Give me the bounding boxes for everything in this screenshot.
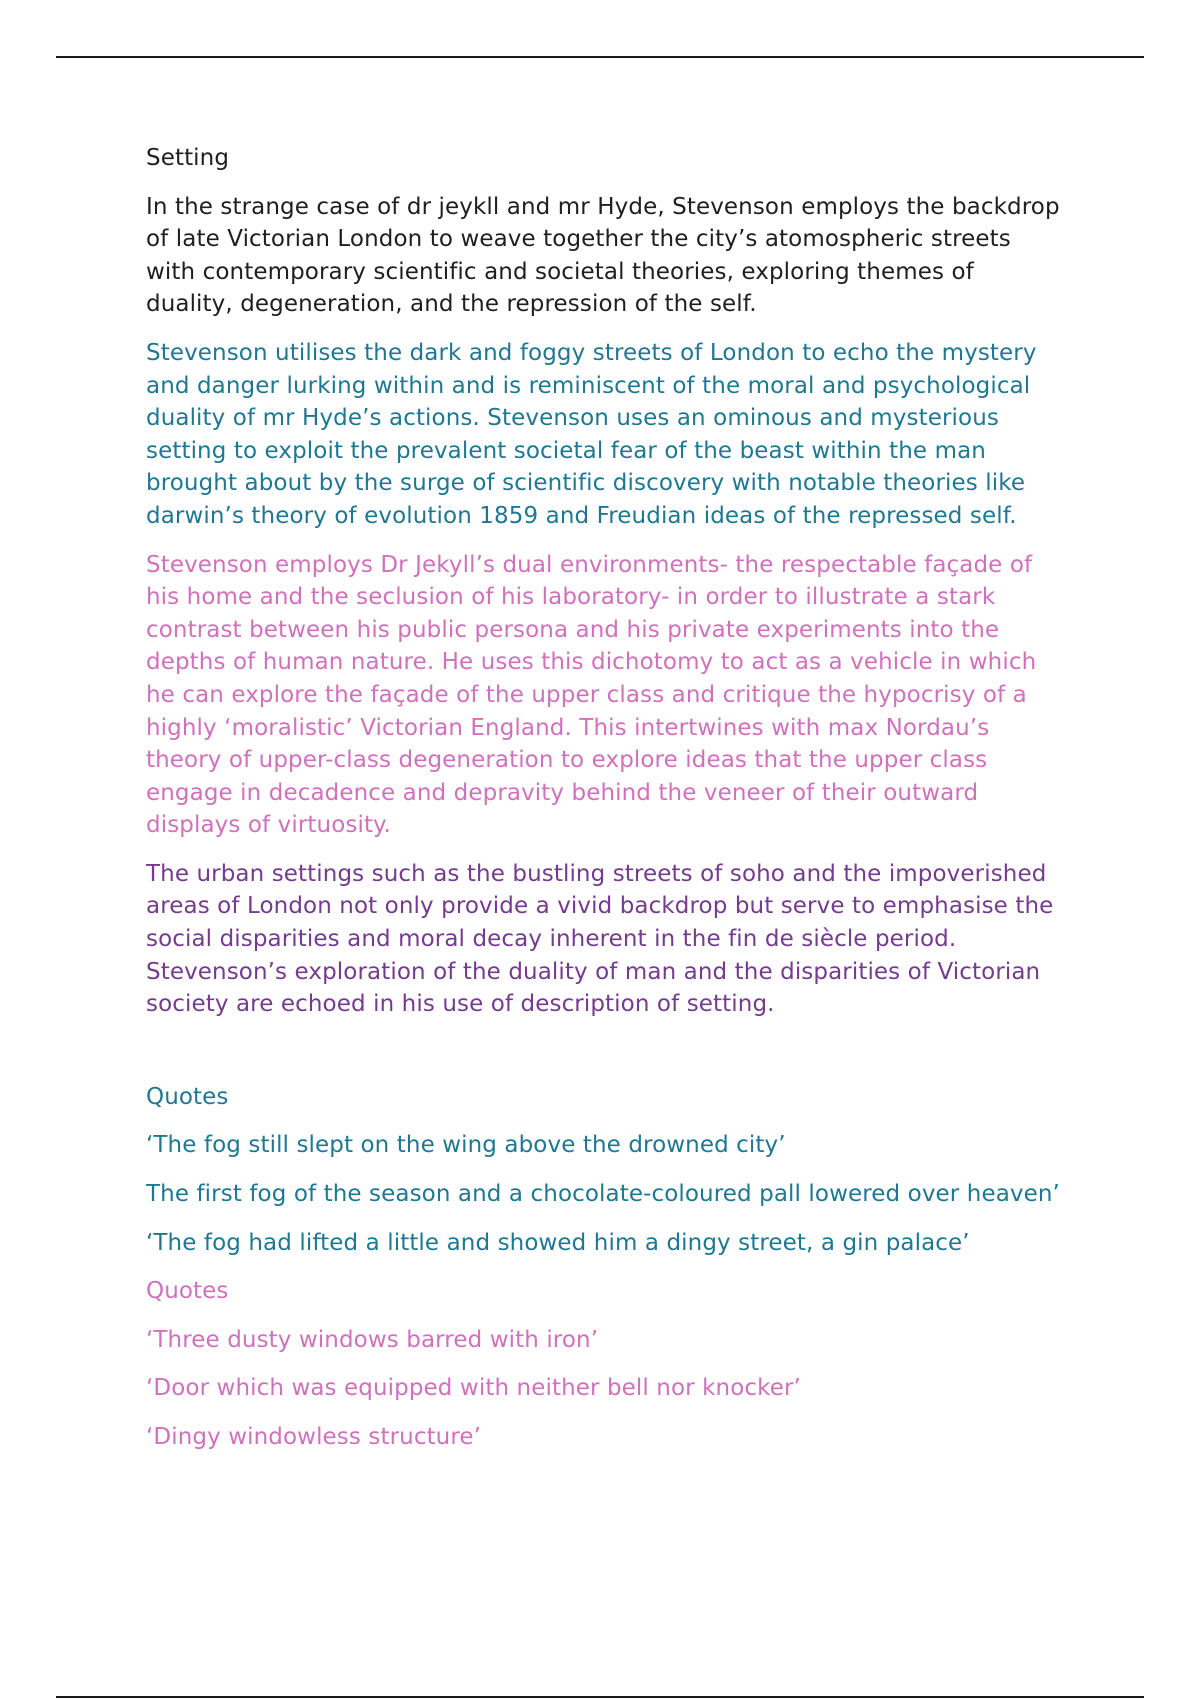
fog-streets-paragraph: Stevenson utilises the dark and foggy streets of London to echo the mystery and danger lurking within and is reminiscent of the moral and psychological duality of mr Hyde’s actions. Stevenson uses an ominous and mysterious setting to exploit the prevalent societal fear of the beast within the man brought about by the surge of scientific discovery with notable theories like darwin’s theory of evolution 1859 and Freudian ideas of the repressed self. [146,339,1037,529]
section-title: Setting [146,145,230,171]
quote-item: ‘The fog still slept on the wing above the drowned city’ [146,1132,786,1159]
document-body [146,142,1066,1470]
quotes-heading-pink: Quotes [146,1278,229,1305]
quote-item: ‘The fog had lifted a little and showed him a dingy street, a gin palace’ [146,1229,970,1256]
quotes-heading-teal: Quotes [146,1083,229,1110]
quote-item: ‘Door which was equipped with neither bell nor knocker’ [146,1375,801,1402]
quote-item: The first fog of the season and a chocolate-coloured pall lowered over heaven’ [146,1181,1060,1208]
quote-item: ‘Three dusty windows barred with iron’ [146,1326,599,1353]
section-spacer [146,1037,1066,1081]
intro-paragraph: In the strange case of dr jeykll and mr Hyde, Stevenson employs the backdrop of late Victorian London to weave together the city’s atomospheric streets with contemporary scientific and societal theories, exploring themes of duality, degeneration, and the repression of the self. [146,193,1060,318]
urban-settings-paragraph: The urban settings such as the bustling streets of soho and the impoverished areas of London not only provide a vivid backdrop but serve to emphasise the social disparities and moral decay inherent in the fin de siècle period. Stevenson’s exploration of the duality of man and the disparities of Victorian society are echoed in his use of description of setting. [146,860,1054,1018]
bottom-divider [56,1696,1144,1698]
top-divider [56,56,1144,58]
dual-environments-paragraph: Stevenson employs Dr Jekyll’s dual environments- the respectable façade of his home and the seclusion of his laboratory- in order to illustrate a stark contrast between his public persona and his private experiments into the depths of human nature. He uses this dichotomy to act as a vehicle in which he can explore the façade of the upper class and critique the hypocrisy of a highly ‘moralistic’ Victorian England. This intertwines with max Nordau’s theory of upper-class degeneration to explore ideas that the upper class engage in decadence and depravity behind the veneer of their outward displays of virtuosity. [146,551,1037,839]
quote-item: ‘Dingy windowless structure’ [146,1424,482,1450]
